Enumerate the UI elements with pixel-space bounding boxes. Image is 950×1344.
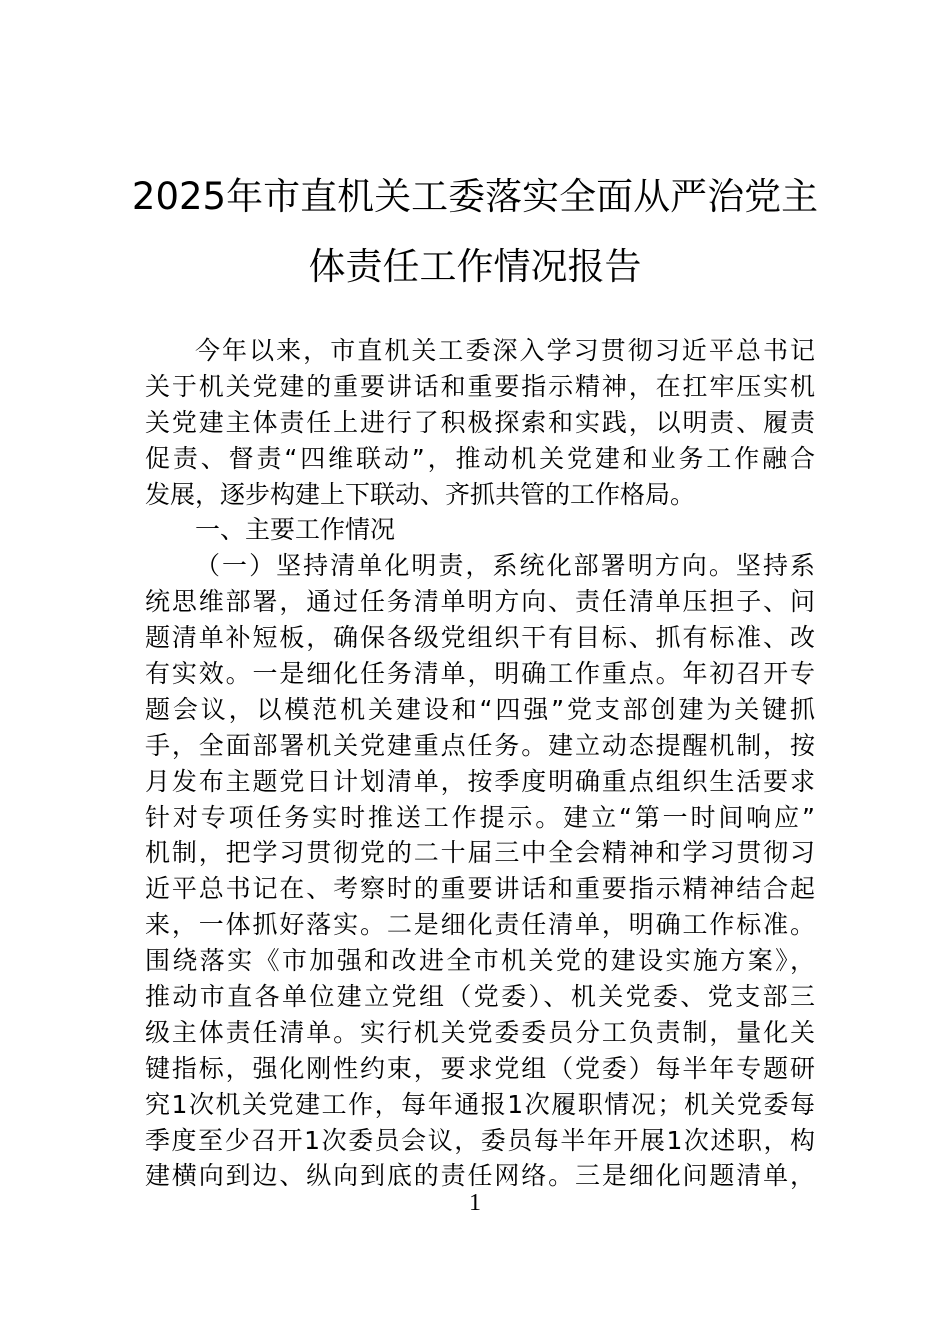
body-line: 题会议，以模范机关建设和“四强”党支部创建为关键抓 [145, 694, 815, 724]
body-line: 发展，逐步构建上下联动、齐抓共管的工作格局。 [145, 479, 696, 509]
body-line: 统思维部署，通过任务清单明方向、责任清单压担子、问 [145, 587, 815, 617]
body-line: 有实效。一是细化任务清单，明确工作重点。年初召开专 [145, 659, 815, 689]
body-line: 来，一体抓好落实。二是细化责任清单，明确工作标准。 [145, 910, 815, 940]
document-title-line-1: 2025年市直机关工委落实全面从严治党主 [131, 175, 819, 218]
section-heading: 一、主要工作情况 [195, 515, 396, 545]
body-line: 手，全面部署机关党建重点任务。建立动态提醒机制，按 [145, 730, 815, 760]
document-body [145, 333, 815, 1194]
body-line: 键指标，强化刚性约束，要求党组（党委）每半年专题研 [145, 1053, 815, 1083]
body-line: 题清单补短板，确保各级党组织干有目标、抓有标准、改 [145, 623, 815, 653]
body-line: 机制，把学习贯彻党的二十届三中全会精神和学习贯彻习 [145, 838, 815, 868]
body-line: 针对专项任务实时推送工作提示。建立“第一时间响应” [145, 802, 815, 832]
page-number: 1 [469, 1190, 481, 1216]
body-line: 月发布主题党日计划清单，按季度明确重点组织生活要求 [145, 766, 815, 796]
body-line: 季度至少召开1次委员会议，委员每半年开展1次述职，构 [145, 1125, 815, 1155]
body-line: 关于机关党建的重要讲话和重要指示精神，在扛牢压实机 [145, 371, 815, 401]
body-line: 关党建主体责任上进行了积极探索和实践，以明责、履责 [145, 407, 815, 437]
body-line: 围绕落实《市加强和改进全市机关党的建设实施方案》， [145, 946, 815, 976]
body-line: 今年以来，市直机关工委深入学习贯彻习近平总书记 [195, 336, 815, 365]
body-line: 级主体责任清单。实行机关党委委员分工负责制，量化关 [145, 1017, 815, 1047]
subsection-heading-line: （一）坚持清单化明责，系统化部署明方向。坚持系 [195, 551, 815, 581]
body-line: 近平总书记在、考察时的重要讲话和重要指示精神结合起 [145, 874, 815, 904]
body-line: 究1次机关党建工作，每年通报1次履职情况；机关党委每 [145, 1089, 815, 1119]
body-line: 推动市直各单位建立党组（党委）、机关党委、党支部三 [145, 982, 815, 1012]
body-line: 建横向到边、纵向到底的责任网络。三是细化问题清单， [145, 1161, 815, 1191]
body-line: 促责、督责“四维联动”，推动机关党建和业务工作融合 [145, 443, 815, 473]
document-title-line-2: 体责任工作情况报告 [308, 245, 642, 288]
